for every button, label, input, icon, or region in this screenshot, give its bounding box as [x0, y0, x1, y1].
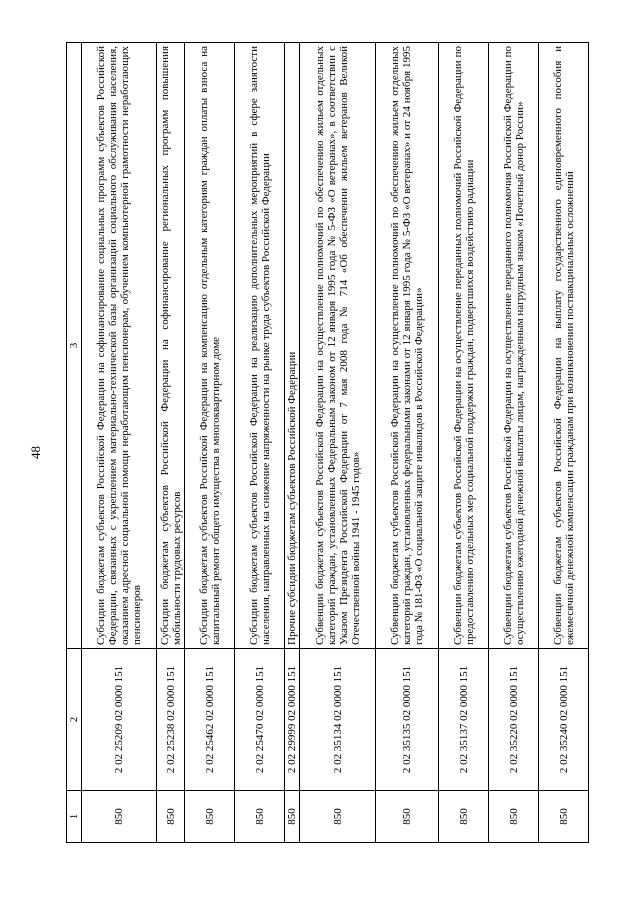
admin-code-cell: 850 — [489, 791, 539, 843]
page-number: 48 — [28, 446, 43, 459]
table-row — [489, 43, 539, 843]
budget-code-cell: 2 02 25238 02 0000 151 — [157, 649, 185, 791]
table-row — [235, 43, 285, 843]
admin-code-cell: 850 — [539, 791, 589, 843]
table-row — [539, 43, 589, 843]
description-cell: Субсидии бюджетам субъектов Российской Федерации на компенсацию отдельным категориям граждан оплаты взноса на капитальный ремонт общего имущества в многоквартирном доме — [185, 43, 235, 649]
table-row — [157, 43, 185, 843]
table-row — [376, 43, 439, 843]
description-cell: Субвенции бюджетам субъектов Российской Федерации на осуществление полномочий по обеспечению жильем отдельных категорий граждан, установленных Федеральным законом от 12 января 1995 года № 5-ФЗ «О ветеранах», в соответствии с Указом Президента Российской Федерации от 7 мая 2008 года № 714 «Об обеспечении жильем ветеранов Великой Отечественной войны 1941 - 1945 годов» — [300, 43, 376, 649]
description-cell: Субвенции бюджетам субъектов Российской Федерации на осуществление переданных полномочий Российской Федерации по предоставлению отдельных мер социальной поддержки граждан, подвергшихся воздействию радиации — [439, 43, 489, 649]
budget-code-cell: 2 02 35240 02 0000 151 — [539, 649, 589, 791]
admin-code-cell: 850 — [82, 791, 157, 843]
budget-code-cell: 2 02 29999 02 0000 151 — [285, 649, 300, 791]
description-cell: Субсидии бюджетам субъектов Российской Федерации на софинансирование социальных программ субъектов Российской Федерации, связанных с укреплением материально-технической базы организаций социального обслуживания населения, оказанием адресной социальной помощи неработающим пенсионерам, обучением компьютерной грамотности неработающих пенсионеров — [82, 43, 157, 649]
budget-code-cell: 2 02 25470 02 0000 151 — [235, 649, 285, 791]
budget-code-cell: 2 02 35135 02 0000 151 — [376, 649, 439, 791]
description-cell: Субвенции бюджетам субъектов Российской Федерации на осуществление полномочий по обеспечению жильем отдельных категорий граждан, установленных федеральными законами от 12 января 1995 года № 5-ФЗ «О ветеранах» и от 24 ноября 1995 года № 181-ФЗ «О социальной защите инвалидов в Российской Федерации» — [376, 43, 439, 649]
table-row — [285, 43, 300, 843]
admin-code-cell: 850 — [439, 791, 489, 843]
admin-code-cell: 850 — [235, 791, 285, 843]
header-col-3: 3 — [67, 43, 82, 649]
table-row — [82, 43, 157, 843]
header-col-2: 2 — [67, 649, 82, 791]
budget-table — [66, 42, 589, 843]
admin-code-cell: 850 — [185, 791, 235, 843]
table-header-row — [67, 43, 82, 843]
budget-code-cell: 2 02 25209 02 0000 151 — [82, 649, 157, 791]
budget-code-cell: 2 02 35137 02 0000 151 — [439, 649, 489, 791]
description-cell: Субсидии бюджетам субъектов Российской Федерации на софинансирование региональных программ повышения мобильности трудовых ресурсов — [157, 43, 185, 649]
budget-code-cell: 2 02 35220 02 0000 151 — [489, 649, 539, 791]
table-row — [185, 43, 235, 843]
budget-code-cell: 2 02 25462 02 0000 151 — [185, 649, 235, 791]
admin-code-cell: 850 — [285, 791, 300, 843]
description-cell: Прочие субсидии бюджетам субъектов Российской Федерации — [285, 43, 300, 649]
admin-code-cell: 850 — [300, 791, 376, 843]
header-col-1: 1 — [67, 791, 82, 843]
budget-code-cell: 2 02 35134 02 0000 151 — [300, 649, 376, 791]
admin-code-cell: 850 — [376, 791, 439, 843]
table-row — [439, 43, 489, 843]
table-row — [300, 43, 376, 843]
description-cell: Субсидии бюджетам субъектов Российской Федерации на реализацию дополнительных мероприятий в сфере занятости населения, направленных на снижение напряженности на рынке труда субъектов Российской Федерации — [235, 43, 285, 649]
description-cell: Субвенции бюджетам субъектов Российской Федерации на осуществление переданного полномочия Российской Федерации по осуществлению ежегодной денежной выплаты лицам, награжденным нагрудным знаком «Почетный донор России» — [489, 43, 539, 649]
admin-code-cell: 850 — [157, 791, 185, 843]
description-cell: Субвенции бюджетам субъектов Российской Федерации на выплату государственного единовременного пособия и ежемесячной денежной компенсации гражданам при возникновении поствакцинальных осложнений — [539, 43, 589, 649]
